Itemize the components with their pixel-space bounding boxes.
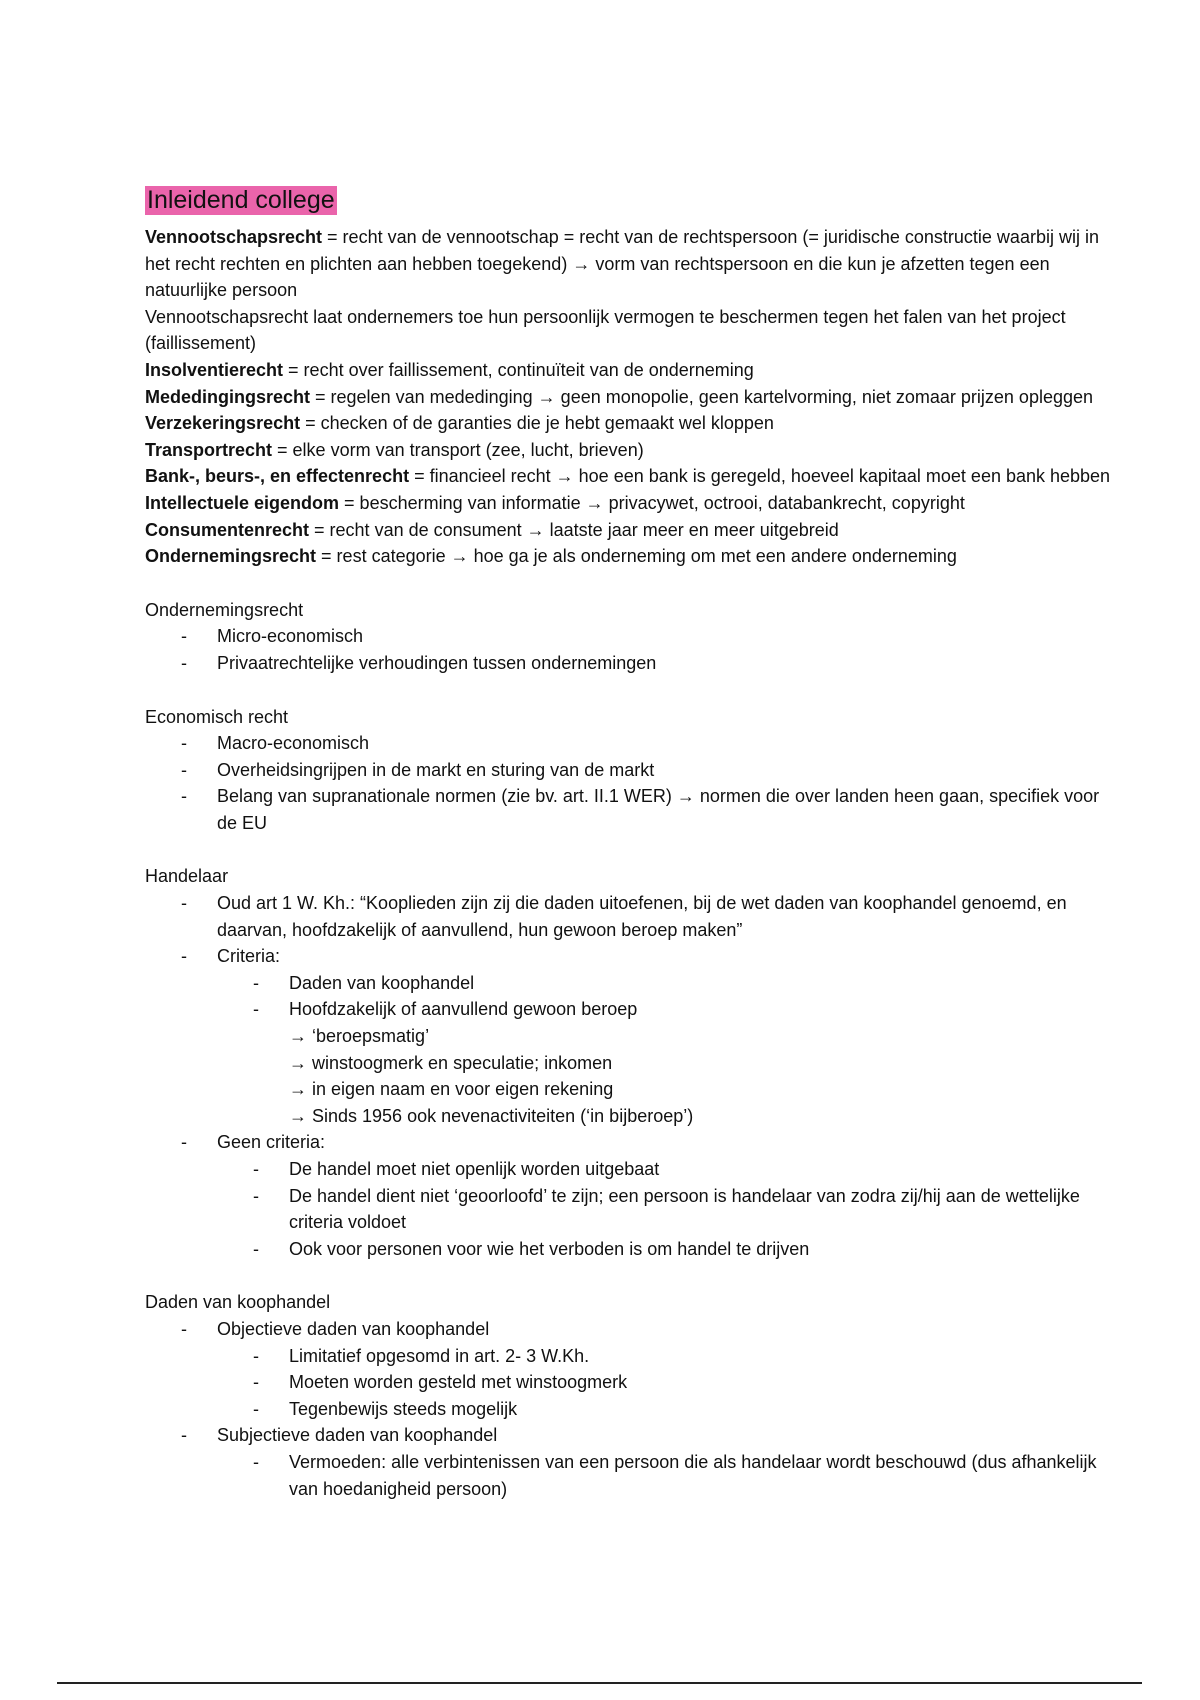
section-spacer bbox=[145, 677, 1115, 704]
bullet-dash: - bbox=[253, 999, 259, 1020]
list-item bbox=[145, 943, 1115, 970]
definition-text: = elke vorm van transport (zee, lucht, brieven) bbox=[272, 439, 644, 460]
list-item-text: Overheidsingrijpen in de markt en sturing van de markt bbox=[217, 759, 655, 780]
list-item bbox=[145, 1129, 1115, 1156]
bullet-dash: - bbox=[253, 1238, 259, 1259]
bullet-dash: - bbox=[253, 1372, 259, 1393]
section-spacer bbox=[145, 570, 1115, 597]
bullet-dash: - bbox=[181, 626, 187, 647]
definition-term: Verzekeringsrecht bbox=[145, 413, 301, 434]
definition-text: Vennootschapsrecht laat ondernemers toe hun persoonlijk vermogen te beschermen tegen het falen van het project (faillissement) bbox=[145, 306, 1066, 354]
bullet-dash: - bbox=[253, 1345, 259, 1366]
bullet-dash: - bbox=[181, 946, 187, 967]
sub-list-item-text: De handel moet niet openlijk worden uitgebaat bbox=[289, 1159, 660, 1179]
section-spacer bbox=[145, 1262, 1115, 1289]
definition-paragraph bbox=[145, 224, 1115, 304]
definition-term: Intellectuele eigendom bbox=[145, 492, 340, 513]
sub-list-item bbox=[145, 1343, 1115, 1370]
list-item-text: Oud art 1 W. Kh.: “Kooplieden zijn zij die daden uitoefenen, bij de wet daden van koophandel genoemd, en daarvan, hoofdzakelijk of aanvullend, hun gewoon beroep maken” bbox=[217, 893, 1067, 940]
list-item bbox=[145, 783, 1115, 836]
arrow-note: → in eigen naam en voor eigen rekening bbox=[289, 1079, 614, 1100]
arrow-note: → Sinds 1956 ook nevenactiviteiten (‘in bijberoep’) bbox=[289, 1105, 694, 1126]
section-heading: Daden van koophandel bbox=[145, 1292, 331, 1313]
definition-text: = regelen van mededinging → geen monopolie, geen kartelvorming, niet zomaar prijzen opleggen bbox=[310, 386, 1094, 407]
document-page bbox=[145, 186, 1115, 1502]
definition-text: = recht over faillissement, continuïteit van de onderneming bbox=[283, 359, 754, 380]
sub-list-item-text: Ook voor personen voor wie het verboden is om handel te drijven bbox=[289, 1238, 810, 1259]
sub-list-item bbox=[145, 1449, 1115, 1502]
bullet-dash: - bbox=[181, 759, 187, 780]
list-item-text: Belang van supranationale normen (zie bv. art. II.1 WER) → normen die over landen heen gaan, specifiek voor de EU bbox=[217, 786, 1100, 833]
list-item bbox=[145, 757, 1115, 784]
sub-list-item-text: Tegenbewijs steeds mogelijk bbox=[289, 1398, 518, 1419]
bullet-dash: - bbox=[253, 972, 259, 993]
bullet-dash: - bbox=[253, 1451, 259, 1472]
definition-term: Vennootschapsrecht bbox=[145, 227, 323, 247]
bullet-dash: - bbox=[253, 1159, 259, 1179]
definition-paragraph bbox=[145, 384, 1115, 411]
sub-list-item bbox=[145, 1369, 1115, 1396]
definition-term: Consumentenrecht bbox=[145, 519, 310, 540]
list-item-text: Privaatrechtelijke verhoudingen tussen ondernemingen bbox=[217, 652, 657, 673]
bullet-dash: - bbox=[181, 893, 187, 914]
definition-term: Ondernemingsrecht bbox=[145, 546, 317, 567]
definition-text: = bescherming van informatie → privacywet, octrooi, databankrecht, copyright bbox=[339, 492, 965, 513]
sub-list-item bbox=[145, 996, 1115, 1023]
definition-paragraph bbox=[145, 463, 1115, 490]
bullet-dash: - bbox=[181, 733, 187, 754]
section-heading: Handelaar bbox=[145, 866, 229, 887]
arrow-note: → ‘beroepsmatig’ bbox=[289, 1026, 430, 1047]
sub-list-item bbox=[145, 1156, 1115, 1183]
list-item bbox=[145, 890, 1115, 943]
definition-text: = checken of de garanties die je hebt gemaakt wel kloppen bbox=[300, 413, 774, 434]
bottom-divider bbox=[57, 1682, 1142, 1684]
list-item-text: Criteria: bbox=[217, 946, 281, 967]
bullet-dash: - bbox=[181, 1132, 187, 1153]
list-item-text: Geen criteria: bbox=[217, 1132, 326, 1153]
list-item-text: Subjectieve daden van koophandel bbox=[217, 1425, 498, 1446]
list-item bbox=[145, 1422, 1115, 1449]
definition-paragraph bbox=[145, 490, 1115, 517]
definition-paragraph bbox=[145, 304, 1115, 357]
definition-paragraph bbox=[145, 357, 1115, 384]
bullet-dash: - bbox=[181, 1318, 187, 1339]
bullet-dash: - bbox=[181, 1425, 187, 1446]
definition-paragraph bbox=[145, 410, 1115, 437]
list-item bbox=[145, 1316, 1115, 1343]
sub-list-item-text: Hoofdzakelijk of aanvullend gewoon beroep bbox=[289, 999, 638, 1020]
sub-list-item bbox=[145, 1236, 1115, 1263]
definition-text: = recht van de consument → laatste jaar meer en meer uitgebreid bbox=[309, 519, 839, 540]
bullet-dash: - bbox=[253, 1185, 259, 1206]
definition-paragraph bbox=[145, 437, 1115, 464]
sections-container bbox=[145, 570, 1115, 1502]
page-title: Inleidend college bbox=[147, 186, 335, 214]
section-heading: Ondernemingsrecht bbox=[145, 599, 304, 620]
arrow-note: → winstoogmerk en speculatie; inkomen bbox=[289, 1052, 613, 1073]
definition-paragraph bbox=[145, 517, 1115, 544]
bullet-dash: - bbox=[181, 652, 187, 673]
list-item-text: Macro-economisch bbox=[217, 733, 370, 754]
definition-term: Insolventierecht bbox=[145, 359, 284, 380]
sub-list-item bbox=[145, 1396, 1115, 1423]
definition-term: Transportrecht bbox=[145, 439, 273, 460]
sub-list-item-text: Moeten worden gesteld met winstoogmerk bbox=[289, 1372, 628, 1393]
section-spacer bbox=[145, 836, 1115, 863]
sub-list-item-text: Vermoeden: alle verbintenissen van een persoon die als handelaar wordt beschouwd (dus afhankelijk van hoedanigheid persoon) bbox=[289, 1451, 1097, 1499]
definition-text: = financieel recht → hoe een bank is geregeld, hoeveel kapitaal moet een bank hebben bbox=[409, 466, 1111, 487]
sub-list-item-text: Limitatief opgesomd in art. 2- 3 W.Kh. bbox=[289, 1345, 590, 1366]
definition-term: Mededingingsrecht bbox=[145, 386, 311, 407]
bullet-dash: - bbox=[181, 786, 187, 807]
definition-term: Bank-, beurs-, en effectenrecht bbox=[145, 466, 410, 487]
definition-paragraph bbox=[145, 543, 1115, 570]
sub-list-item-text: Daden van koophandel bbox=[289, 972, 475, 993]
sub-list-item-text: De handel dient niet ‘geoorloofd’ te zijn; een persoon is handelaar van zodra zij/hij aan de wettelijke criteria voldoet bbox=[289, 1185, 1080, 1233]
sub-list-item bbox=[145, 970, 1115, 997]
list-item bbox=[145, 623, 1115, 650]
list-item-text: Micro-economisch bbox=[217, 626, 364, 647]
definition-text: = recht van de vennootschap = recht van de rechtspersoon (= juridische constructie waarbij wij in het recht rechten en plichten aan hebben toegekend) → vorm van rechtspersoon en die kun je afzetten tegen een natuurlijke persoon bbox=[145, 227, 1099, 301]
bullet-dash: - bbox=[253, 1398, 259, 1419]
definitions-list bbox=[145, 224, 1115, 570]
sub-list-item bbox=[145, 1183, 1115, 1236]
list-item bbox=[145, 650, 1115, 677]
section-heading: Economisch recht bbox=[145, 706, 289, 727]
definition-text: = rest categorie → hoe ga je als onderneming om met een andere onderneming bbox=[316, 546, 957, 567]
list-item bbox=[145, 730, 1115, 757]
list-item-text: Objectieve daden van koophandel bbox=[217, 1318, 490, 1339]
